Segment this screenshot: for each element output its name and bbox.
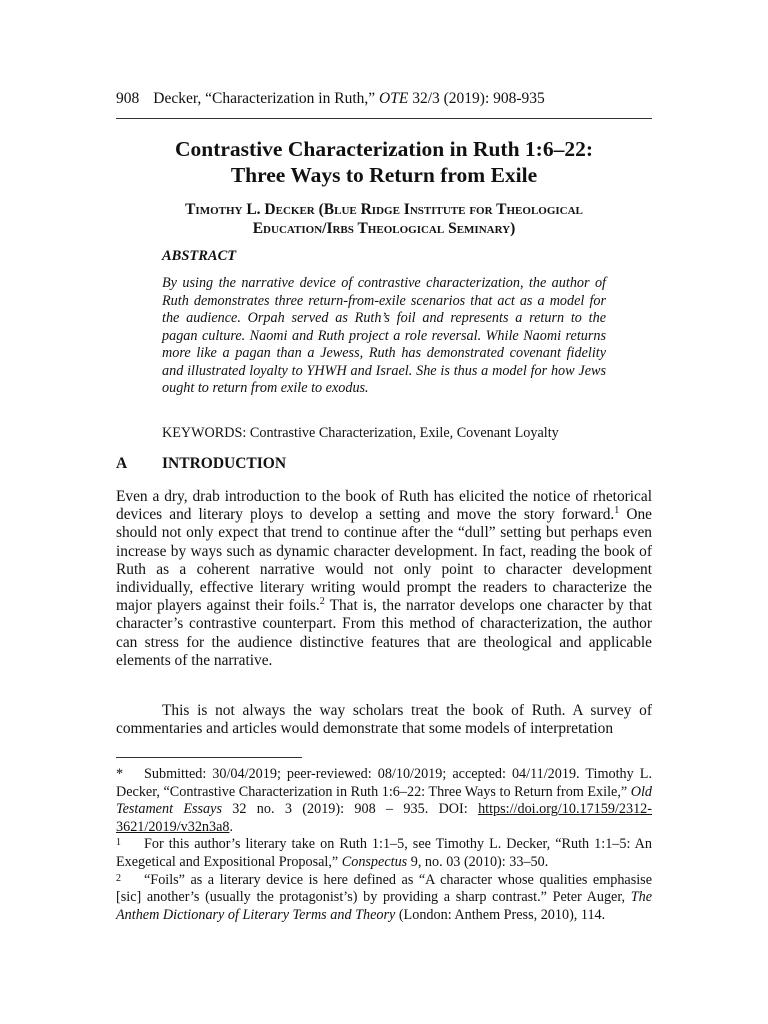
article-title-line-1: Contrastive Characterization in Ruth 1:6–22: bbox=[174, 137, 593, 161]
paragraph-1-part-b: One should not only expect that trend to continue after the “dull” setting but perhaps even increase by ways such as dynamic character development. In fact, reading the book of Ruth as a coherent narrative would not only point to character development individually, effective literary writing would prompt the readers to characterize the major players against their foils. bbox=[116, 506, 652, 615]
footnote-1-text: For this author’s literary take on Ruth 1:1–5, see Timothy L. Decker, “Ruth 1:1–5: An Exegetical and Expositional Proposal,” bbox=[116, 836, 652, 870]
footnote-1-text-b: 9, no. 03 (2010): 33–50. bbox=[407, 853, 549, 870]
doi-link[interactable]: https://doi.org/10.17159/2312-3621/2019/v32n3a8 bbox=[116, 801, 652, 835]
footnote-star-text: Submitted: 30/04/2019; peer-reviewed: 08/10/2019; accepted: 04/11/2019. Timothy L. Decker, “Contrastive Characterization in Ruth 1:6–22: Three Ways to Return from Exile,” bbox=[116, 766, 652, 800]
article-title-line-2: Three Ways to Return from Exile bbox=[230, 163, 538, 187]
footnote-1-mark: 1 bbox=[116, 837, 121, 849]
paragraph-1-part-a: Even a dry, drab introduction to the book of Ruth has elicited the notice of rhetorical devices and literary ploys to develop a setting and move the story forward. bbox=[116, 488, 652, 524]
footnote-1-journal: Conspectus bbox=[341, 853, 408, 870]
footnote-ref-2[interactable]: 2 bbox=[319, 596, 325, 608]
footnote-2-text-b: (London: Anthem Press, 2010), 114. bbox=[395, 906, 606, 923]
running-head-article-title: “Characterization in Ruth,” bbox=[205, 90, 376, 107]
footnotes bbox=[116, 766, 652, 924]
footnote-star-mark: * bbox=[116, 766, 124, 782]
body-paragraph-2: This is not always the way scholars treat the book of Ruth. A survey of commentaries and articles would demonstrate that some models of interpretation bbox=[116, 702, 652, 738]
footnote-2-text: “Foils” as a literary device is here defined as “A character whose qualities emphasise [sic] another’s (usually the protagonist’s) by providing a sharp contrast.” Peter Auger, bbox=[116, 871, 652, 906]
section-title: INTRODUCTION bbox=[162, 455, 287, 472]
section-letter: A bbox=[116, 455, 128, 472]
keywords: KEYWORDS: Contrastive Characterization, Exile, Covenant Loyalty bbox=[162, 425, 559, 441]
footnote-star-journal: Old Testament Essays bbox=[116, 783, 652, 818]
footnote-1 bbox=[116, 836, 652, 871]
footnote-ref-1[interactable]: 1 bbox=[614, 505, 620, 517]
author-affiliation bbox=[116, 200, 652, 238]
footnote-star bbox=[116, 766, 652, 836]
running-head bbox=[116, 90, 652, 108]
page-number: 908 bbox=[116, 90, 140, 107]
running-head-journal: OTE bbox=[379, 90, 409, 107]
paragraph-1-part-c: That is, the narrator develops one character by that character’s contrastive counterpart. From this method of characterization, the author can stress for the audience distinctive features that are theological and applicable elements of the narrative. bbox=[116, 597, 652, 669]
article-title bbox=[116, 136, 652, 188]
author-line-2: Education/Irbs Theological Seminary) bbox=[252, 220, 516, 237]
footnote-rule bbox=[116, 757, 302, 758]
running-head-citation: 32/3 (2019): 908-935 bbox=[408, 90, 545, 107]
footnote-star-text-b: 32 no. 3 (2019): 908 – 935. DOI: bbox=[221, 801, 479, 818]
abstract-text: By using the narrative device of contrastive characterization, the author of Ruth demonstrates three return-from-exile scenarios that act as a model for the audience. Orpah served as Ruth’s foil and represents a return to the pagan culture. Naomi and Ruth project a role reversal. While Naomi returns more like a pagan than a Jewess, Ruth has demonstrated covenant fidelity and illustrated loyalty to YHWH and Israel. She is thus a model for how Jews ought to return from exile to exodus. bbox=[162, 275, 606, 396]
author-line-1: Timothy L. Decker (Blue Ridge Institute for Theological bbox=[185, 201, 583, 218]
body-paragraph-1 bbox=[116, 488, 652, 670]
running-head-author: Decker, bbox=[153, 90, 206, 107]
abstract-heading: ABSTRACT bbox=[162, 248, 237, 264]
header-rule bbox=[116, 118, 652, 119]
footnote-2-book-title: The Anthem Dictionary of Literary Terms and Theory bbox=[116, 889, 652, 923]
footnote-2 bbox=[116, 872, 652, 925]
section-heading bbox=[116, 455, 652, 473]
footnote-star-end: . bbox=[229, 818, 234, 835]
footnote-2-mark: 2 bbox=[116, 872, 121, 884]
